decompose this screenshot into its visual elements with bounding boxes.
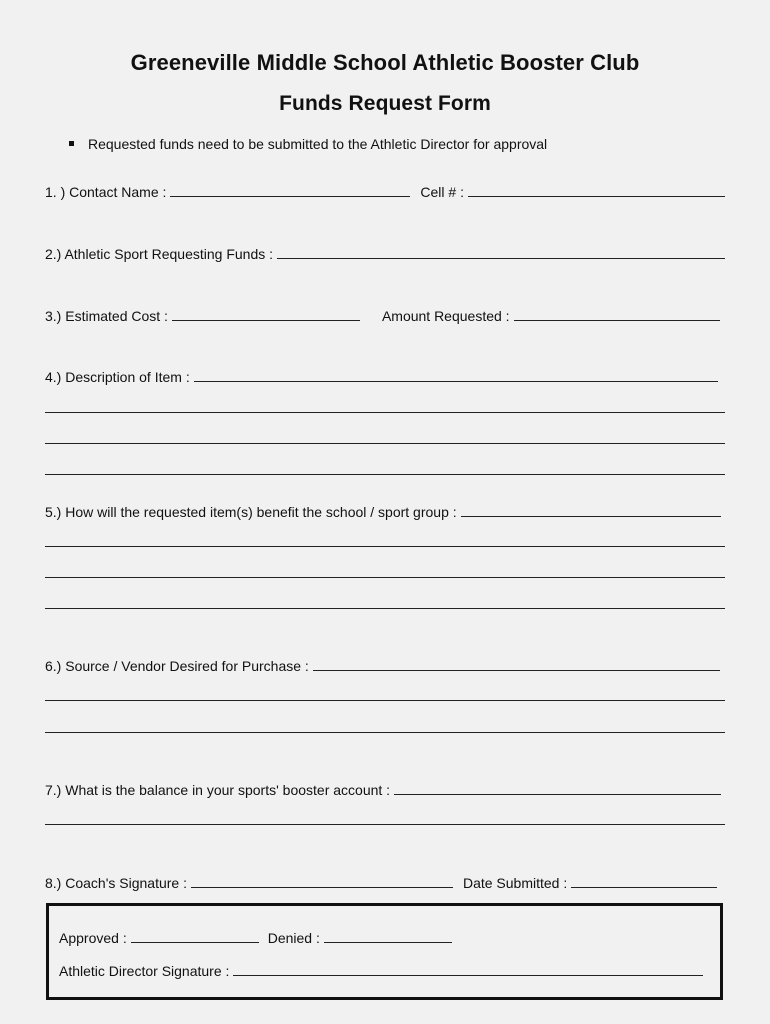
description-line-4[interactable] bbox=[45, 474, 725, 475]
approved-label: Approved : bbox=[59, 930, 127, 946]
benefit-line-3[interactable] bbox=[45, 577, 725, 578]
description-field[interactable] bbox=[194, 381, 718, 382]
description-line-3[interactable] bbox=[45, 443, 725, 444]
estimated-cost-field[interactable] bbox=[172, 320, 360, 321]
description-row bbox=[45, 365, 725, 385]
cell-label: Cell # : bbox=[420, 184, 464, 200]
amount-requested-field[interactable] bbox=[514, 320, 720, 321]
signature-row bbox=[45, 871, 725, 891]
amount-requested-label: Amount Requested : bbox=[381, 308, 510, 324]
balance-label: 7.) What is the balance in your sports' booster account : bbox=[45, 782, 391, 798]
instruction-note bbox=[69, 136, 547, 152]
estimated-cost-label: 3.) Estimated Cost : bbox=[45, 308, 168, 324]
director-signature-label: Athletic Director Signature : bbox=[59, 963, 230, 979]
cell-field[interactable] bbox=[468, 196, 725, 197]
description-line-2[interactable] bbox=[45, 412, 725, 413]
benefit-row bbox=[45, 500, 725, 520]
date-submitted-field[interactable] bbox=[571, 887, 717, 888]
sport-field[interactable] bbox=[277, 258, 725, 259]
coach-signature-field[interactable] bbox=[191, 887, 453, 888]
balance-field[interactable] bbox=[394, 794, 721, 795]
balance-line-2[interactable] bbox=[45, 824, 725, 825]
approval-box bbox=[46, 903, 723, 1000]
approved-field[interactable] bbox=[131, 942, 259, 943]
approval-row bbox=[59, 926, 705, 946]
director-signature-field[interactable] bbox=[233, 975, 703, 976]
form-title: Greeneville Middle School Athletic Booster Club bbox=[130, 50, 640, 75]
vendor-line-2[interactable] bbox=[45, 700, 725, 701]
balance-row bbox=[45, 778, 725, 798]
benefit-field[interactable] bbox=[461, 516, 721, 517]
vendor-label: 6.) Source / Vendor Desired for Purchase : bbox=[45, 658, 309, 674]
coach-signature-label: 8.) Coach's Signature : bbox=[45, 875, 187, 891]
denied-label: Denied : bbox=[267, 930, 320, 946]
note-text: Requested funds need to be submitted to the Athletic Director for approval bbox=[88, 136, 548, 152]
description-label: 4.) Description of Item : bbox=[45, 369, 190, 385]
date-submitted-label: Date Submitted : bbox=[462, 875, 568, 891]
director-signature-row bbox=[59, 959, 705, 979]
form-subtitle: Funds Request Form bbox=[279, 92, 491, 115]
contact-name-field[interactable] bbox=[170, 196, 410, 197]
benefit-line-2[interactable] bbox=[45, 546, 725, 547]
sport-row bbox=[45, 242, 725, 262]
benefit-line-4[interactable] bbox=[45, 608, 725, 609]
benefit-label: 5.) How will the requested item(s) benefit the school / sport group : bbox=[45, 504, 457, 520]
contact-row bbox=[45, 180, 725, 200]
vendor-row bbox=[45, 654, 725, 674]
sport-label: 2.) Athletic Sport Requesting Funds : bbox=[45, 246, 274, 262]
vendor-line-3[interactable] bbox=[45, 732, 725, 733]
bullet-icon bbox=[69, 141, 74, 146]
vendor-field[interactable] bbox=[313, 670, 720, 671]
cost-row bbox=[45, 304, 725, 324]
contact-name-label: 1. ) Contact Name : bbox=[45, 184, 167, 200]
denied-field[interactable] bbox=[324, 942, 452, 943]
